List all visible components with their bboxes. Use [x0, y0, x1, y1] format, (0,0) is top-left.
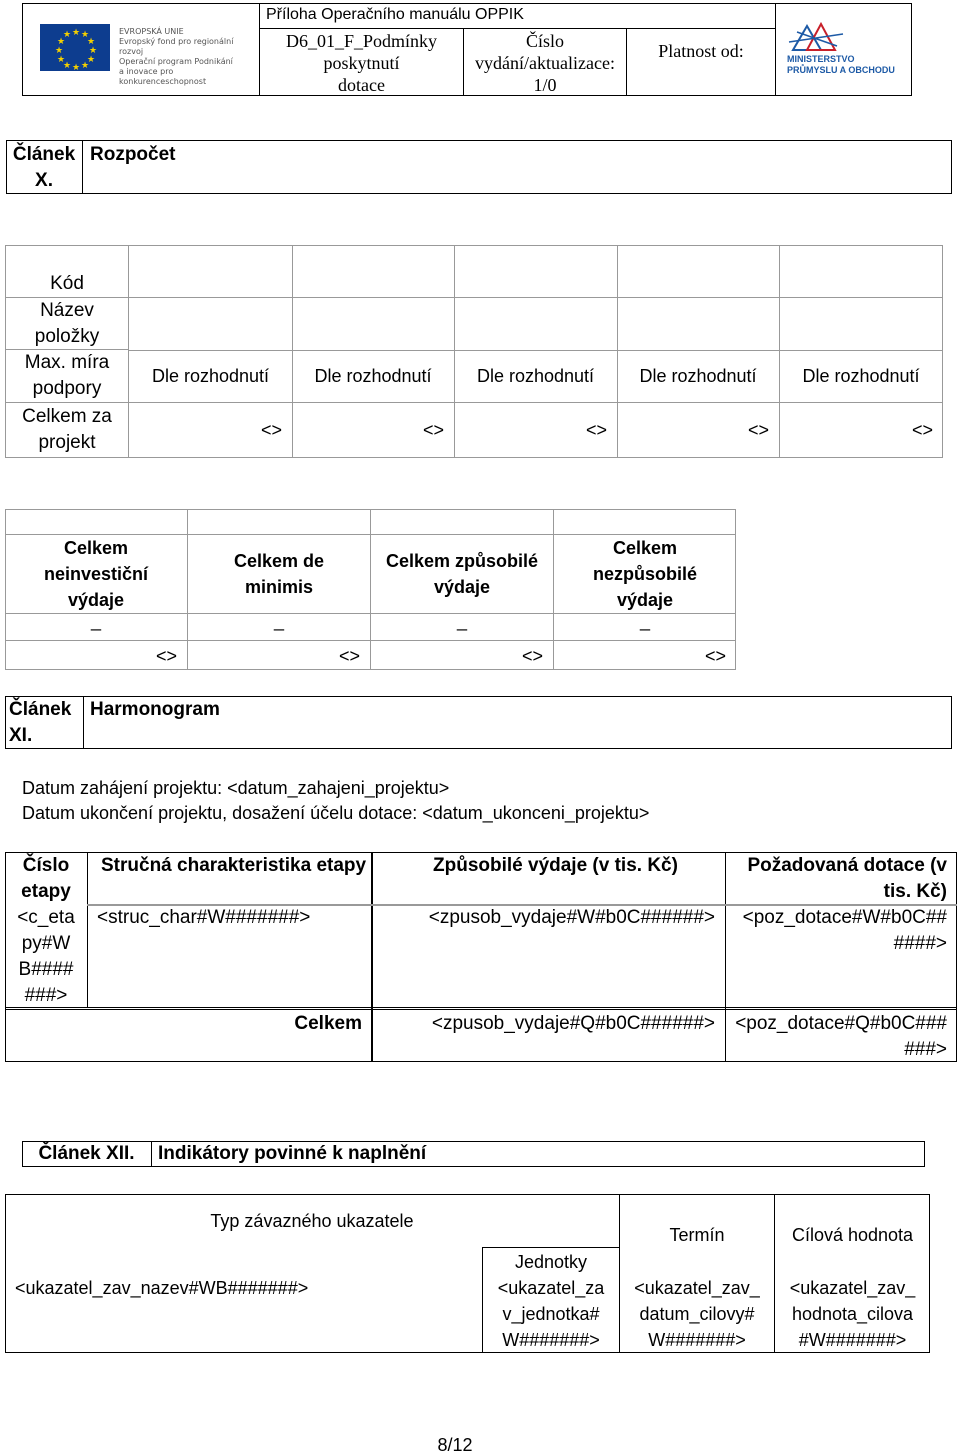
article-divider [151, 1141, 152, 1167]
row-label-celkem [5, 404, 129, 456]
ministry-logo [785, 20, 905, 80]
summary-header-line: výdaje [67, 590, 125, 610]
indicator-name-value: <ukazatel_zav_nazev#WB#######> [15, 1278, 309, 1298]
stage-number-value [5, 905, 87, 1009]
svg-text:★: ★ [55, 46, 64, 56]
header-line: etapy [21, 881, 71, 902]
project-end-date: Datum ukončení projektu, dosažení účelu dotace: <datum_ukonceni_projektu> [22, 803, 650, 823]
issue-line: vydání/aktualizace: [475, 53, 615, 73]
indicator-target-value [775, 1275, 930, 1353]
summary-header-ineligible [554, 535, 736, 613]
indicators-table [5, 1194, 930, 1353]
value-line: v_jednotka# [502, 1304, 600, 1324]
header-line: Číslo [22, 855, 70, 876]
eu-label-line: Operační program Podnikání [119, 57, 233, 66]
svg-text:★: ★ [87, 55, 96, 65]
project-start-date: Datum zahájení projektu: <datum_zahajeni_projektu> [22, 778, 450, 798]
article-number-line: XI. [9, 725, 33, 746]
summary-header-line: Celkem de [233, 551, 325, 571]
summary-table [5, 509, 736, 670]
svg-text:★: ★ [81, 30, 90, 40]
value-line: <c_eta [17, 907, 75, 928]
page-number: 8/12 [437, 1435, 473, 1455]
row-label-max-mira [5, 350, 129, 402]
value-line: ####> [893, 933, 947, 954]
stages-table [5, 852, 957, 1062]
value-line: datum_cilovy# [639, 1304, 755, 1324]
summary-header-eligible [371, 535, 553, 613]
svg-text:★: ★ [87, 37, 96, 47]
value-line: <ukazatel_za [497, 1278, 605, 1298]
total-cell: <> [422, 420, 444, 440]
summary-header-line: neinvestiční [43, 564, 149, 584]
svg-text:★: ★ [89, 46, 98, 56]
row-label-line: projekt [38, 432, 96, 453]
summary-header-line: Celkem způsobilé [385, 551, 539, 571]
decision-cell: Dle rozhodnutí [151, 366, 270, 386]
doc-code-line: poskytnutí [323, 53, 400, 73]
issue-number [464, 30, 626, 96]
article-11-title: Harmonogram [90, 699, 220, 720]
doc-title: Příloha Operačního manuálu OPPIK [266, 6, 524, 23]
total-cell: <> [260, 420, 282, 440]
issue-line: 1/0 [533, 75, 557, 95]
summary-header-line: minimis [244, 577, 314, 597]
total-cell: <> [585, 420, 607, 440]
article-10-title: Rozpočet [90, 144, 176, 165]
summary-header-noninvest [5, 535, 187, 613]
stages-col-divider [87, 852, 88, 1007]
svg-text:★: ★ [63, 61, 72, 71]
ministry-name [787, 54, 895, 76]
article-divider [83, 696, 84, 749]
valid-from-label: Platnost od: [658, 40, 744, 61]
budget-table [5, 245, 943, 458]
decision-cell: Dle rozhodnutí [476, 366, 595, 386]
value-line: py#W [21, 933, 71, 954]
summary-header-line: Celkem [63, 538, 129, 558]
budget-row-divider [129, 350, 943, 351]
indicator-unit-header: Jednotky [514, 1252, 588, 1272]
ministry-name-line: MINISTERSTVO [787, 54, 855, 64]
stage-requested-header [727, 853, 947, 905]
value-line: W#######> [648, 1330, 746, 1350]
stage-eligible-value: <zpusob_vydaje#W#b0C######> [428, 907, 715, 928]
summary-header-line: výdaje [433, 577, 491, 597]
svg-text:★: ★ [72, 63, 81, 71]
summary-header-line: nezpůsobilé [592, 564, 697, 584]
summary-header-deminimis [188, 535, 370, 613]
row-label-line: Název [40, 300, 94, 321]
svg-text:★: ★ [57, 37, 66, 47]
eu-label-line: Evropský fond pro regionální rozvoj [119, 37, 234, 56]
value-line: <poz_dotace#W#b0C## [742, 907, 947, 928]
eu-label-line: EVROPSKÁ UNIE [119, 27, 184, 36]
decision-cell: Dle rozhodnutí [802, 366, 920, 386]
summary-dash: _ [639, 611, 650, 631]
summary-header-line: výdaje [616, 590, 674, 610]
doc-code [260, 30, 463, 96]
summary-header-line: Celkem [612, 538, 678, 558]
value-line: <ukazatel_zav_ [634, 1278, 760, 1298]
svg-text:★: ★ [72, 28, 81, 38]
summary-dash: _ [90, 611, 101, 631]
value-line: W#######> [502, 1330, 600, 1350]
article-divider [82, 140, 83, 194]
value-line: ###> [24, 985, 68, 1006]
article-number-line: X. [35, 170, 53, 191]
eu-label-line: a inovace pro konkurenceschopnost [119, 67, 207, 86]
svg-text:★: ★ [57, 55, 66, 65]
row-label-kod: Kód [50, 273, 84, 294]
row-label-line: Celkem za [22, 406, 112, 427]
decision-cell: Dle rozhodnutí [639, 366, 757, 386]
value-line: B#### [18, 959, 74, 980]
summary-value: <> [338, 646, 360, 666]
article-number-line: Článek [9, 699, 72, 720]
eu-label [119, 27, 259, 87]
article-11-number [9, 697, 83, 749]
stage-requested-value [727, 905, 947, 957]
header-line: tis. Kč) [883, 881, 947, 902]
total-cell: <> [747, 420, 769, 440]
row-label-line: položky [34, 326, 100, 347]
decision-cell: Dle rozhodnutí [314, 366, 432, 386]
summary-value: <> [521, 646, 543, 666]
ministry-name-line: PRŮMYSLU A OBCHODU [787, 65, 895, 75]
stage-number-header [5, 853, 87, 905]
article-12-number: Článek XII. [38, 1143, 135, 1164]
row-label-nazev [5, 298, 129, 350]
indicator-term-header: Termín [669, 1225, 725, 1245]
header-line: Požadovaná dotace (v [747, 855, 947, 876]
stages-row-divider [5, 1007, 957, 1010]
stages-col-divider [725, 852, 726, 1062]
summary-dash: _ [273, 611, 284, 631]
summary-value: <> [704, 646, 726, 666]
issue-line: Číslo [525, 31, 564, 51]
summary-dash: _ [456, 611, 467, 631]
stages-total-label: Celkem [294, 1013, 362, 1034]
summary-value: <> [155, 646, 177, 666]
budget-row-divider [5, 402, 943, 403]
stages-total-requested [727, 1011, 947, 1063]
header-divider [775, 3, 776, 96]
stage-characteristic-header: Stručná charakteristika etapy [101, 855, 367, 876]
value-line: #W#######> [798, 1330, 907, 1350]
indicator-unit-value [483, 1275, 619, 1353]
row-label-line: Max. míra [24, 352, 110, 373]
value-line: hodnota_cilova [791, 1304, 914, 1324]
total-cell: <> [911, 420, 933, 440]
value-line: <ukazatel_zav_ [789, 1278, 916, 1298]
row-label-line: podpory [32, 378, 102, 399]
article-10-number [6, 142, 82, 194]
indicators-row-divider [482, 1247, 619, 1248]
stages-total-eligible: <zpusob_vydaje#Q#b0C######> [431, 1013, 715, 1034]
value-line: ###> [904, 1039, 947, 1060]
budget-row-divider [5, 297, 943, 298]
indicator-term-value [620, 1275, 774, 1353]
stage-eligible-header: Způsobilé výdaje (v tis. Kč) [433, 855, 678, 876]
indicator-type-header: Typ závazného ukazatele [210, 1211, 414, 1231]
article-12-title: Indikátory povinné k naplnění [158, 1143, 427, 1164]
svg-text:★: ★ [63, 30, 72, 40]
article-number-line: Článek [12, 144, 76, 165]
eu-flag-logo [40, 24, 110, 71]
doc-code-line: dotace [338, 75, 385, 95]
indicator-target-header: Cílová hodnota [791, 1225, 914, 1245]
svg-text:★: ★ [81, 61, 90, 71]
value-line: <poz_dotace#Q#b0C### [735, 1013, 947, 1034]
doc-code-line: D6_01_F_Podmínky [285, 31, 438, 51]
stage-characteristic-value: <struc_char#W#######> [97, 907, 311, 928]
